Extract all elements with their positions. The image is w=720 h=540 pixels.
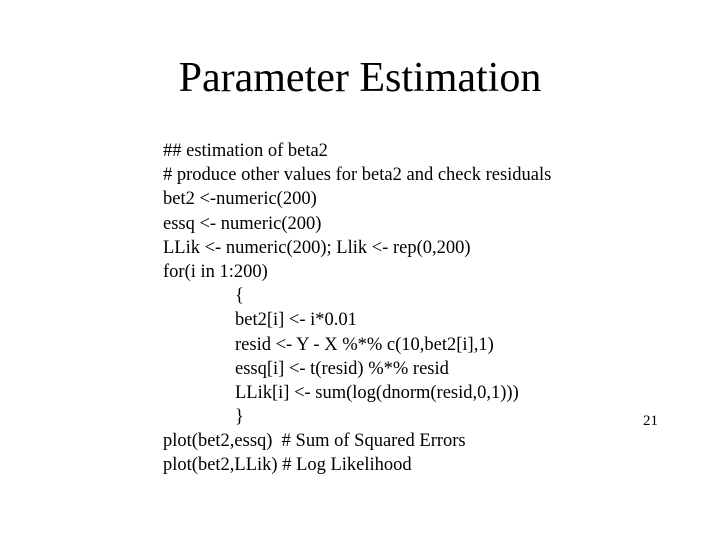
code-line: LLik <- numeric(200); Llik <- rep(0,200) bbox=[163, 237, 471, 258]
code-line: essq <- numeric(200) bbox=[163, 213, 322, 234]
code-line: resid <- Y - X %*% c(10,bet2[i],1) bbox=[235, 334, 494, 355]
code-line: bet2[i] <- i*0.01 bbox=[235, 310, 357, 331]
page-number: 21 bbox=[643, 413, 658, 429]
code-line: } bbox=[235, 407, 244, 428]
code-line: LLik[i] <- sum(log(dnorm(resid,0,1))) bbox=[235, 382, 519, 403]
code-line: essq[i] <- t(resid) %*% resid bbox=[235, 358, 449, 379]
code-listing bbox=[163, 139, 703, 478]
code-line: bet2 <-numeric(200) bbox=[163, 189, 317, 210]
code-line: for(i in 1:200) bbox=[163, 261, 268, 282]
code-line: plot(bet2,essq) # Sum of Squared Errors bbox=[163, 431, 466, 452]
code-line: # produce other values for beta2 and check residuals bbox=[163, 165, 552, 186]
code-line: { bbox=[235, 286, 244, 307]
code-line: ## estimation of beta2 bbox=[163, 141, 328, 161]
code-line: plot(bet2,LLik) # Log Likelihood bbox=[163, 455, 412, 476]
slide-title: Parameter Estimation bbox=[178, 55, 542, 101]
